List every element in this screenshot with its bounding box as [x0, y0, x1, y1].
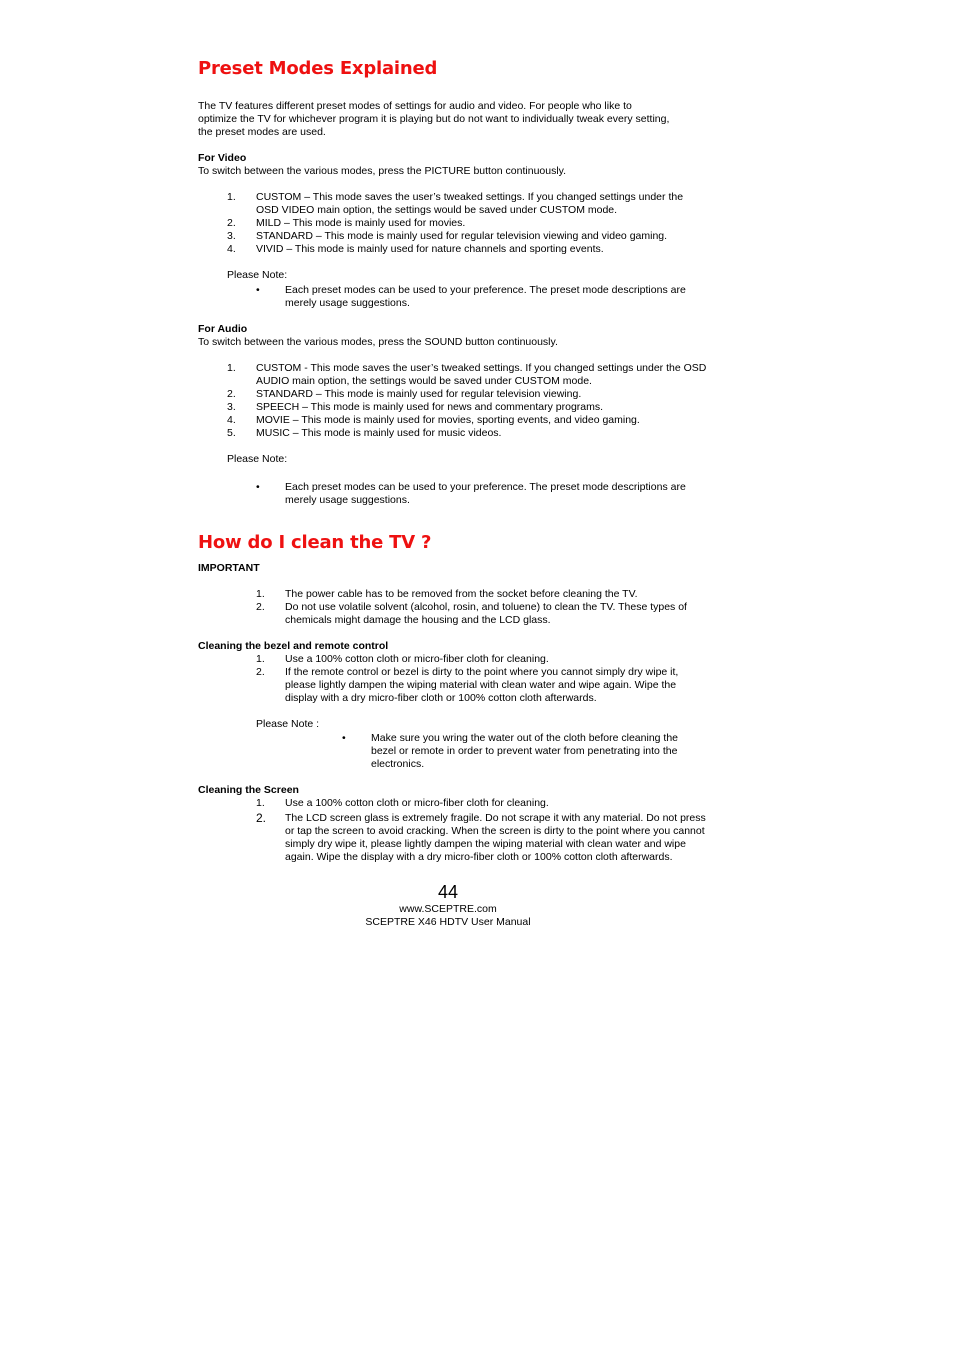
footer-website: www.SCEPTRE.com: [399, 903, 497, 915]
clean-tv-heading: How do I clean the TV ?: [198, 532, 432, 553]
screen-list: [198, 797, 708, 864]
page-content: [198, 58, 708, 864]
bezel-note-label: Please Note :: [256, 718, 320, 730]
list-text: MUSIC – This mode is mainly used for music videos.: [256, 427, 502, 439]
list-number: 3.: [227, 401, 236, 413]
list-item: [198, 797, 708, 810]
list-text: CUSTOM – This mode saves the user’s tweaked settings. If you changed settings under the OSD VIDEO main option, the settings would be saved under CUSTOM mode.: [256, 191, 684, 216]
important-list: [198, 588, 708, 627]
list-number: 2.: [256, 601, 265, 613]
video-subheading: For Video: [198, 152, 247, 164]
audio-subheading: For Audio: [198, 323, 248, 335]
list-number: 2.: [256, 811, 267, 825]
bullet-icon: •: [256, 284, 260, 296]
list-item: [198, 601, 708, 627]
list-item: [198, 732, 708, 771]
list-item: [198, 230, 708, 243]
audio-modes-list: [198, 362, 708, 440]
note-text: Make sure you wring the water out of the cloth before cleaning the bezel or remote in order to prevent water from penetrating into the electronics.: [371, 732, 679, 770]
list-number: 1.: [227, 191, 236, 203]
list-text: Use a 100% cotton cloth or micro-fiber cloth for cleaning.: [285, 653, 549, 665]
audio-instruction: To switch between the various modes, press the SOUND button continuously.: [198, 336, 558, 348]
audio-note-list: [198, 481, 708, 507]
bullet-icon: •: [256, 481, 260, 493]
preset-intro: The TV features different preset modes of settings for audio and video. For people who like to optimize the TV for whichever program it is playing but do not want to individually tweak every setting, the preset modes are used.: [198, 100, 670, 138]
bezel-list: [198, 653, 708, 705]
list-text: CUSTOM - This mode saves the user’s tweaked settings. If you changed settings under the OSD AUDIO main option, the settings would be saved under CUSTOM mode.: [256, 362, 707, 387]
list-item: [198, 284, 708, 310]
list-number: 1.: [256, 588, 265, 600]
list-number: 4.: [227, 243, 236, 255]
list-item: [198, 812, 708, 864]
list-item: [198, 414, 708, 427]
list-item: [198, 401, 708, 414]
list-text: Do not use volatile solvent (alcohol, rosin, and toluene) to clean the TV. These types of chemicals might damage the housing and the LCD glass.: [285, 601, 687, 626]
list-text: MOVIE – This mode is mainly used for movies, sporting events, and video gaming.: [256, 414, 640, 426]
video-note-label: Please Note:: [227, 269, 288, 281]
video-modes-list: [198, 191, 708, 256]
list-text: MILD – This mode is mainly used for movies.: [256, 217, 466, 229]
list-text: Use a 100% cotton cloth or micro-fiber cloth for cleaning.: [285, 797, 549, 809]
list-text: The LCD screen glass is extremely fragile. Do not scrape it with any material. Do not press or tap the screen to avoid cracking. When the screen is dirty to the point where you cannot simply dry wipe it, please lightly dampen the wiping material with clean water and wipe again. Wipe the display with a dry micro-fiber cloth or 100% cotton cloth afterwards.: [285, 812, 706, 863]
list-item: [198, 666, 708, 705]
screen-subheading: Cleaning the Screen: [198, 784, 299, 796]
footer-manual-title: SCEPTRE X46 HDTV User Manual: [365, 916, 531, 928]
bullet-icon: •: [342, 732, 346, 744]
important-subheading: IMPORTANT: [198, 562, 260, 574]
list-number: 1.: [227, 362, 236, 374]
video-note-list: [198, 284, 708, 310]
video-instruction: To switch between the various modes, press the PICTURE button continuously.: [198, 165, 567, 177]
note-text: Each preset modes can be used to your preference. The preset mode descriptions are merely usage suggestions.: [285, 284, 686, 309]
list-number: 5.: [227, 427, 236, 439]
list-text: STANDARD – This mode is mainly used for regular television viewing.: [256, 388, 582, 400]
list-item: [198, 427, 708, 440]
bezel-note-list: [198, 732, 708, 771]
list-number: 1.: [256, 653, 265, 665]
list-number: 2.: [227, 217, 236, 229]
list-number: 3.: [227, 230, 236, 242]
list-text: VIVID – This mode is mainly used for nature channels and sporting events.: [256, 243, 604, 255]
bezel-subheading: Cleaning the bezel and remote control: [198, 640, 389, 652]
list-item: [198, 362, 708, 388]
preset-modes-heading: Preset Modes Explained: [198, 58, 438, 79]
list-item: [198, 481, 708, 507]
list-text: STANDARD – This mode is mainly used for regular television viewing and video gaming.: [256, 230, 668, 242]
audio-note-label: Please Note:: [227, 453, 288, 465]
note-text: Each preset modes can be used to your preference. The preset mode descriptions are merely usage suggestions.: [285, 481, 686, 506]
list-item: [198, 191, 708, 217]
list-number: 2.: [256, 666, 265, 678]
list-item: [198, 243, 708, 256]
list-text: SPEECH – This mode is mainly used for news and commentary programs.: [256, 401, 604, 413]
list-item: [198, 653, 708, 666]
page-number: 44: [437, 882, 459, 902]
list-item: [198, 588, 708, 601]
list-text: If the remote control or bezel is dirty to the point where you cannot simply dry wipe it, please lightly dampen the wiping material with clean water and wipe again. Wipe the display with a dry micro-fiber cloth or 100% cotton cloth afterwards.: [285, 666, 679, 704]
list-text: The power cable has to be removed from the socket before cleaning the TV.: [285, 588, 638, 600]
list-number: 1.: [256, 797, 265, 809]
list-item: [198, 217, 708, 230]
list-item: [198, 388, 708, 401]
list-number: 4.: [227, 414, 236, 426]
list-number: 2.: [227, 388, 236, 400]
